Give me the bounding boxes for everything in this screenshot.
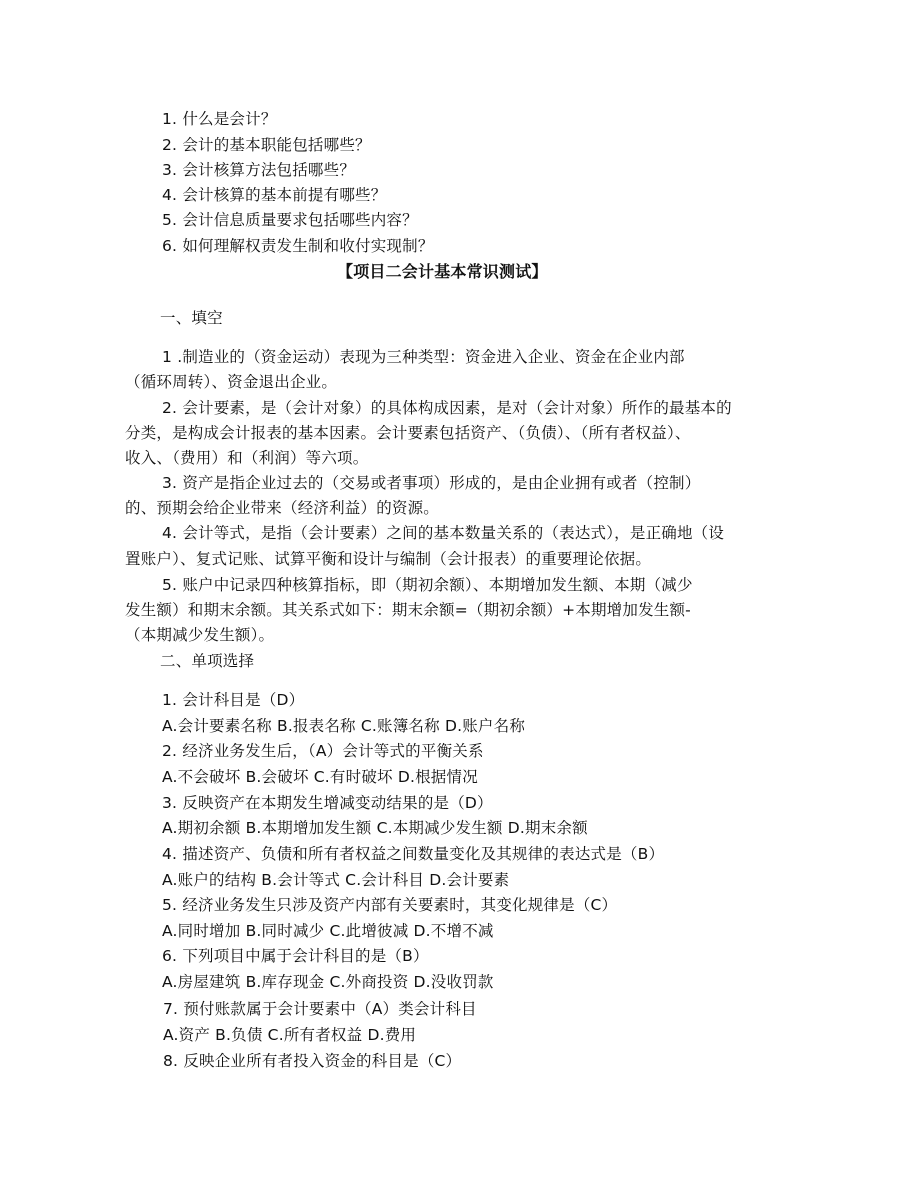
fill-blank-line: 3. 资产是指企业过去的（交易或者事项）形成的，是由企业拥有或者（控制） (162, 474, 701, 492)
single-choice-line: A.会计要素名称 B.报表名称 C.账簿名称 D.账户名称 (162, 717, 526, 735)
fill-blank-line: 分类，是构成会计报表的基本因素。会计要素包括资产、（负债）、（所有者权益）、 (125, 424, 691, 442)
single-choice-line: 6. 下列项目中属于会计科目的是（B） (162, 947, 429, 965)
single-choice-line: 3. 反映资产在本期发生增减变动结果的是（D） (162, 794, 493, 812)
review-question: 5. 会计信息质量要求包括哪些内容？ (162, 211, 418, 229)
single-choice-line: 2. 经济业务发生后，（A）会计等式的平衡关系 (162, 742, 484, 760)
review-question: 4. 会计核算的基本前提有哪些？ (162, 186, 387, 204)
single-choice-line: A.房屋建筑 B.库存现金 C.外商投资 D.没收罚款 (162, 973, 494, 991)
fill-blank-line: 5. 账户中记录四种核算指标，即（期初余额）、本期增加发生额、本期（减少 (162, 576, 693, 594)
single-choice-line: 5. 经济业务发生只涉及资产内部有关要素时，其变化规律是（C） (162, 896, 618, 914)
fill-blank-line: （本期减少发生额）。 (125, 626, 275, 644)
section-title: 【项目二会计基本常识测试】 (337, 262, 548, 281)
fill-blank-line: 发生额）和期末余额。其关系式如下：期末余额=（期初余额）+本期增加发生额- (125, 601, 691, 619)
fill-blank-line: 1 .制造业的（资金运动）表现为三种类型：资金进入企业、资金在企业内部 (162, 348, 685, 366)
single-choice-line: 7. 预付账款属于会计要素中（A）类会计科目 (163, 1000, 477, 1018)
single-choice-line: 4. 描述资产、负债和所有者权益之间数量变化及其规律的表达式是（B） (162, 845, 665, 863)
review-question: 3. 会计核算方法包括哪些？ (162, 161, 356, 179)
single-choice-heading: 二、单项选择 (160, 652, 255, 670)
fill-blank-line: 收入、（费用）和（利润）等六项。 (125, 449, 369, 467)
fill-blank-line: 的、预期会给企业带来（经济利益）的资源。 (125, 499, 440, 517)
fill-blank-line: 2. 会计要素，是（会计对象）的具体构成因素，是对（会计对象）所作的最基本的 (162, 399, 732, 417)
review-question: 2. 会计的基本职能包括哪些？ (162, 136, 371, 154)
single-choice-line: 8. 反映企业所有者投入资金的科目是（C） (163, 1052, 462, 1070)
review-question: 6. 如何理解权责发生制和收付实现制？ (162, 237, 434, 255)
fill-blank-heading: 一、填空 (160, 309, 223, 327)
single-choice-line: A.资产 B.负债 C.所有者权益 D.费用 (163, 1026, 417, 1044)
fill-blank-line: 4. 会计等式，是指（会计要素）之间的基本数量关系的（表达式），是正确地（设 (162, 524, 725, 542)
single-choice-line: A.不会破坏 B.会破坏 C.有时破坏 D.根据情况 (162, 768, 478, 786)
single-choice-line: 1. 会计科目是（D） (162, 691, 305, 709)
single-choice-line: A.期初余额 B.本期增加发生额 C.本期减少发生额 D.期末余额 (162, 819, 588, 837)
single-choice-line: A.同时增加 B.同时减少 C.此增彼减 D.不增不减 (162, 922, 494, 940)
fill-blank-line: 置账户）、复式记账、试算平衡和设计与编制（会计报表）的重要理论依据。 (125, 550, 652, 568)
single-choice-line: A.账户的结构 B.会计等式 C.会计科目 D.会计要素 (162, 871, 510, 889)
fill-blank-line: （循环周转）、资金退出企业。 (125, 373, 338, 391)
review-question: 1. 什么是会计？ (162, 110, 277, 128)
